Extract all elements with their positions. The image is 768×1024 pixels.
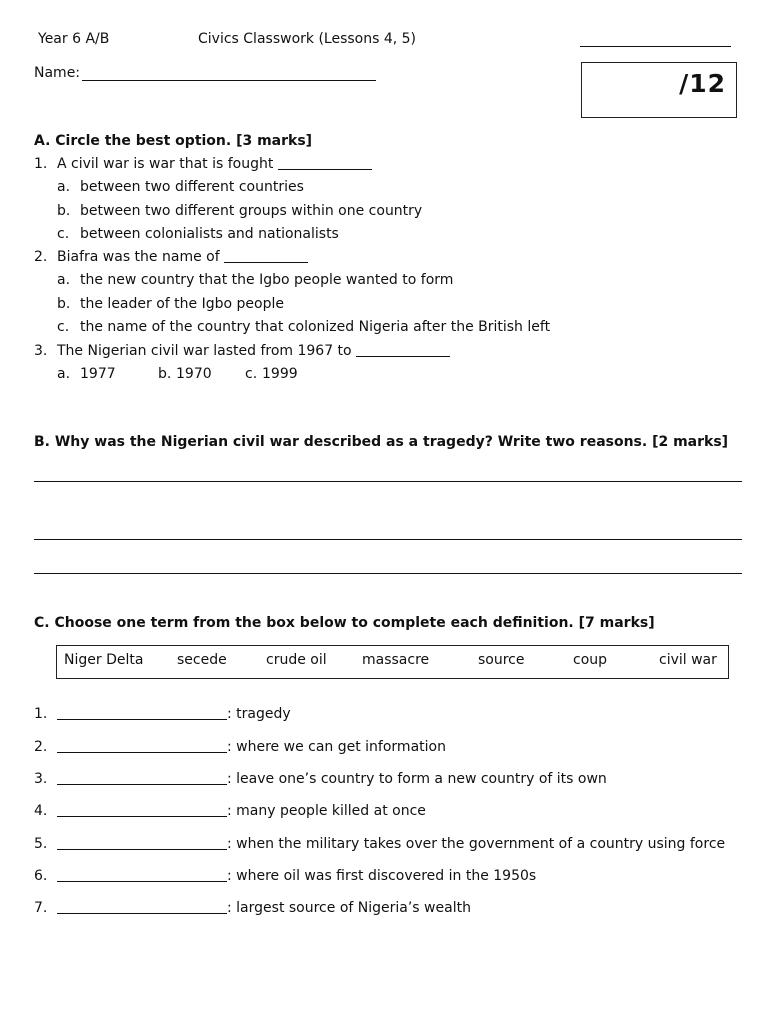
- definition-number: 5.: [34, 836, 48, 852]
- section-c-heading: C. Choose one term from the box below to complete each definition. [7 marks]: [34, 615, 655, 631]
- section-b-heading: B. Why was the Nigerian civil war described as a tragedy? Write two reasons. [2 marks]: [34, 434, 729, 450]
- option-letter: b.: [57, 203, 71, 219]
- option-text[interactable]: the leader of the Igbo people: [80, 296, 284, 312]
- score-total: /12: [679, 69, 726, 98]
- worksheet-title: Civics Classwork (Lessons 4, 5): [198, 31, 417, 47]
- answer-blank[interactable]: [57, 784, 227, 785]
- answer-blank[interactable]: [57, 816, 227, 817]
- question-number: 2.: [34, 249, 48, 265]
- term-secede: secede: [177, 652, 227, 668]
- answer-blank[interactable]: [224, 262, 308, 263]
- answer-line[interactable]: [34, 573, 742, 574]
- option-text[interactable]: between two different countries: [80, 179, 304, 195]
- option-text[interactable]: the new country that the Igbo people wanted to form: [80, 272, 454, 288]
- term-civil-war: civil war: [659, 652, 717, 668]
- option-letter: b.: [57, 296, 71, 312]
- option-letter: c.: [57, 226, 70, 242]
- term-source: source: [478, 652, 525, 668]
- answer-blank[interactable]: [356, 356, 450, 357]
- question-number: 3.: [34, 343, 48, 359]
- answer-line[interactable]: [34, 481, 742, 482]
- definition-item: : when the military takes over the government of a country using force: [57, 836, 725, 852]
- term-massacre: massacre: [362, 652, 430, 668]
- option-text[interactable]: between two different groups within one country: [80, 203, 423, 219]
- option-letter: a.: [57, 272, 71, 288]
- option-letter: b.: [158, 366, 172, 382]
- option-letter: a.: [57, 179, 71, 195]
- option-text[interactable]: 1970: [176, 366, 212, 382]
- option-text[interactable]: 1977: [80, 366, 116, 382]
- term-crude-oil: crude oil: [266, 652, 327, 668]
- definition-item: : many people killed at once: [57, 803, 426, 819]
- question-stem: A civil war is war that is fought: [57, 156, 372, 172]
- score-box: [581, 62, 737, 118]
- date-line[interactable]: [580, 46, 731, 47]
- option-letter: c.: [245, 366, 258, 382]
- definition-item: : largest source of Nigeria’s wealth: [57, 900, 471, 916]
- option-text[interactable]: 1999: [262, 366, 298, 382]
- word-bank-box: [56, 645, 729, 679]
- definition-item: : where oil was first discovered in the 1950s: [57, 868, 536, 884]
- option-text[interactable]: the name of the country that colonized Nigeria after the British left: [80, 319, 551, 335]
- definition-item: : tragedy: [57, 706, 291, 722]
- question-number: 1.: [34, 156, 48, 172]
- term-coup: coup: [573, 652, 608, 668]
- question-stem: Biafra was the name of: [57, 249, 308, 265]
- answer-blank[interactable]: [57, 881, 227, 882]
- definition-number: 2.: [34, 739, 48, 755]
- definition-number: 6.: [34, 868, 48, 884]
- answer-blank[interactable]: [278, 169, 372, 170]
- answer-blank[interactable]: [57, 719, 227, 720]
- definition-number: 3.: [34, 771, 48, 787]
- answer-blank[interactable]: [57, 752, 227, 753]
- option-letter: a.: [57, 366, 71, 382]
- definition-number: 1.: [34, 706, 48, 722]
- answer-blank[interactable]: [57, 849, 227, 850]
- name-label: Name:: [34, 65, 81, 81]
- option-letter: c.: [57, 319, 70, 335]
- class-label: Year 6 A/B: [38, 31, 110, 47]
- definition-item: : leave one’s country to form a new country of its own: [57, 771, 607, 787]
- name-line[interactable]: [82, 80, 376, 81]
- term-niger-delta: Niger Delta: [64, 652, 144, 668]
- question-stem: The Nigerian civil war lasted from 1967 to: [57, 343, 450, 359]
- answer-blank[interactable]: [57, 913, 227, 914]
- definition-number: 4.: [34, 803, 48, 819]
- definition-item: : where we can get information: [57, 739, 446, 755]
- option-text[interactable]: between colonialists and nationalists: [80, 226, 339, 242]
- answer-line[interactable]: [34, 539, 742, 540]
- section-a-heading: A. Circle the best option. [3 marks]: [34, 133, 313, 149]
- definition-number: 7.: [34, 900, 48, 916]
